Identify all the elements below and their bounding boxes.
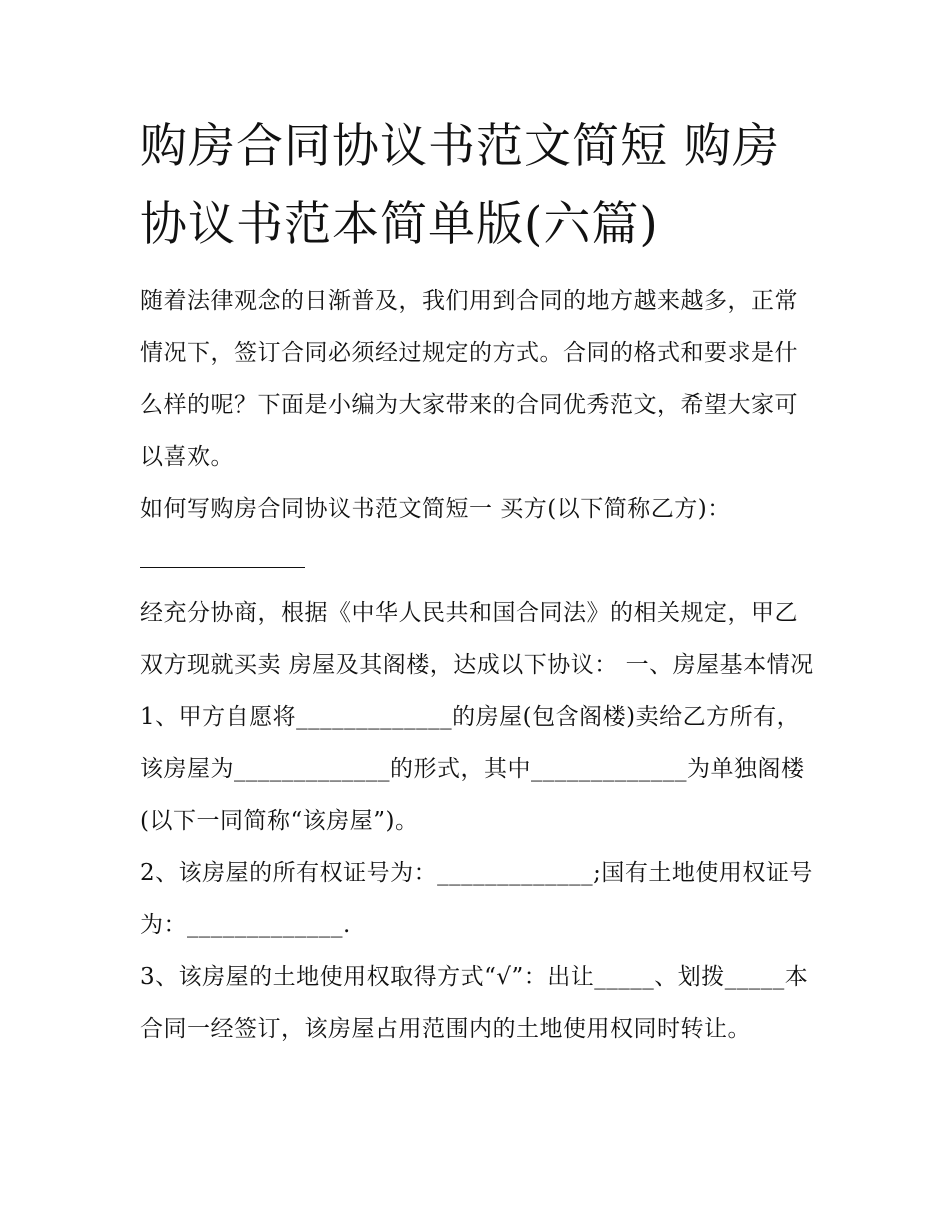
intro-paragraph: 随着法律观念的日渐普及，我们用到合同的地方越来越多，正常情况下，签订合同必须经过规定的方式。合同的格式和要求是什么样的呢？下面是小编为大家带来的合同优秀范文，希望大家可以喜欢。	[140, 288, 798, 470]
agreement-paragraph: 经充分协商，根据《中华人民共和国合同法》的相关规定，甲乙双方现就买卖 房屋及其阁楼，达成以下协议： 一、房屋基本情况	[140, 600, 814, 678]
blank-underline	[140, 549, 305, 568]
signature-blank-line	[140, 535, 820, 587]
document-title: 购房合同协议书范文简短 购房 协议书范本简单版(六篇)	[140, 119, 780, 252]
clause-3-paragraph: 3、该房屋的土地使用权取得方式“√”：出让_____、划拨_____本合同一经签订，该房屋占用范围内的土地使用权同时转让。	[140, 964, 809, 1042]
clause-1-paragraph: 1、甲方自愿将_____________的房屋(包含阁楼)卖给乙方所有，该房屋为_____________的形式，其中_____________为单独阁楼(以下一同简称“该房屋”)。	[140, 704, 805, 834]
section-heading-paragraph: 如何写购房合同协议书范文简短一 买方(以下简称乙方)：	[140, 496, 731, 522]
document-body	[140, 275, 820, 1055]
clause-2-paragraph: 2、该房屋的所有权证号为：_____________;国有土地使用权证号为：_____________.	[140, 860, 813, 938]
